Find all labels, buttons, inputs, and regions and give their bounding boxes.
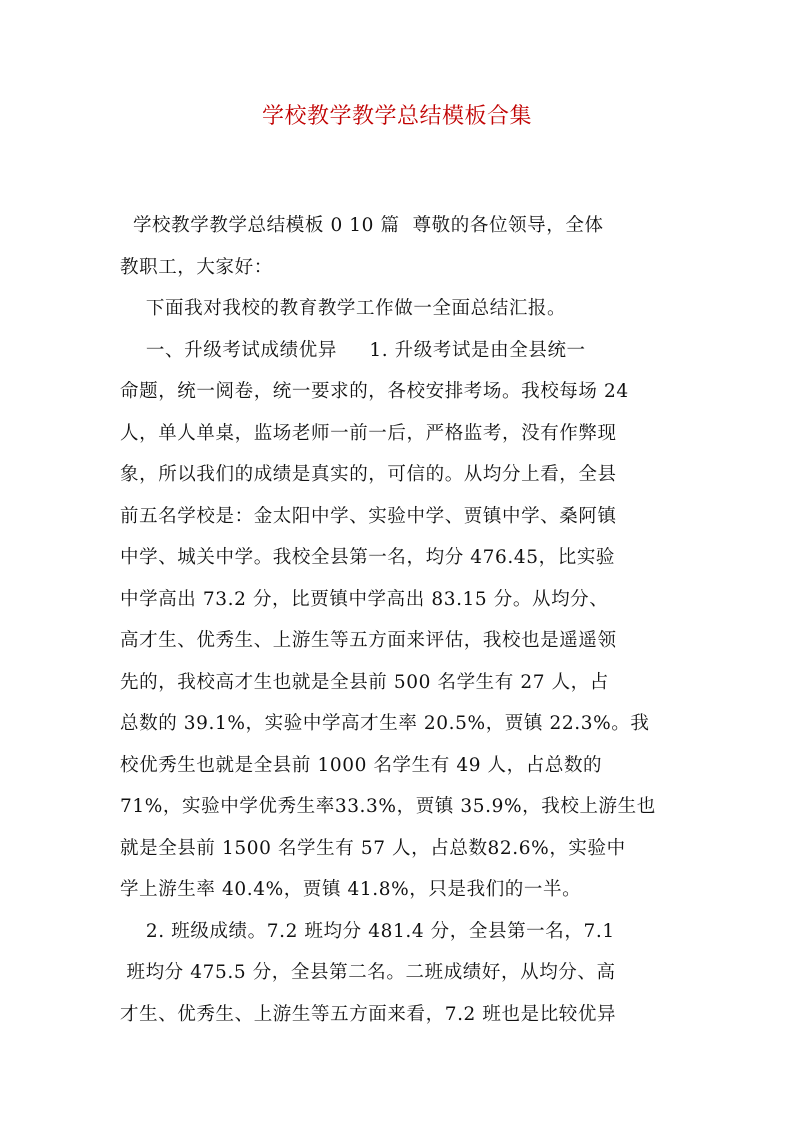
body-line: 中学高出 73.2 分，比贾镇中学高出 83.15 分。从均分、 — [120, 588, 609, 610]
document-title: 学校教学教学总结模板合集 — [261, 104, 532, 129]
document-body — [120, 205, 676, 1035]
body-line: 象，所以我们的成绩是真实的，可信的。从均分上看，全县 — [120, 464, 617, 485]
body-line: 一、升级考试成绩优异 1. 升级考试是由全县统一 — [120, 339, 586, 361]
body-line: 才生、优秀生、上游生等五方面来看，7.2 班也是比较优异 — [120, 1003, 617, 1025]
body-line: 教职工，大家好： — [120, 256, 273, 278]
body-line: 人，单人单桌，监场老师一前一后，严格监考，没有作弊现 — [120, 422, 617, 444]
body-line: 总数的 39.1%，实验中学高才生率 20.5%，贾镇 22.3%。我 — [120, 713, 650, 734]
body-line: 71%，实验中学优秀生率33.3%，贾镇 35.9%，我校上游生也 — [120, 796, 656, 817]
body-line: 前五名学校是：金太阳中学、实验中学、贾镇中学、桑阿镇 — [120, 505, 617, 527]
body-line: 班均分 475.5 分，全县第二名。二班成绩好，从均分、高 — [120, 962, 616, 983]
body-line: 就是全县前 1500 名学生有 57 人，占总数82.6%，实验中 — [120, 837, 626, 859]
body-line: 学校教学教学总结模板 0 10 篇 尊敬的各位领导，全体 — [120, 215, 604, 236]
body-line: 高才生、优秀生、上游生等五方面来评估，我校也是遥遥领 — [120, 630, 617, 651]
body-line: 中学、城关中学。我校全县第一名，均分 476.45，比实验 — [120, 547, 616, 568]
body-line: 学上游生率 40.4%，贾镇 41.8%，只是我们的一半。 — [120, 879, 582, 900]
body-line: 先的，我校高才生也就是全县前 500 名学生有 27 人，占 — [120, 671, 609, 693]
body-line: 命题，统一阅卷，统一要求的，各校安排考场。我校每场 24 — [120, 381, 629, 402]
body-line: 2. 班级成绩。7.2 班均分 481.4 分，全县第一名，7.1 — [120, 920, 615, 942]
body-line: 下面我对我校的教育教学工作做一全面总结汇报。 — [120, 298, 567, 319]
body-line: 校优秀生也就是全县前 1000 名学生有 49 人，占总数的 — [120, 754, 603, 776]
